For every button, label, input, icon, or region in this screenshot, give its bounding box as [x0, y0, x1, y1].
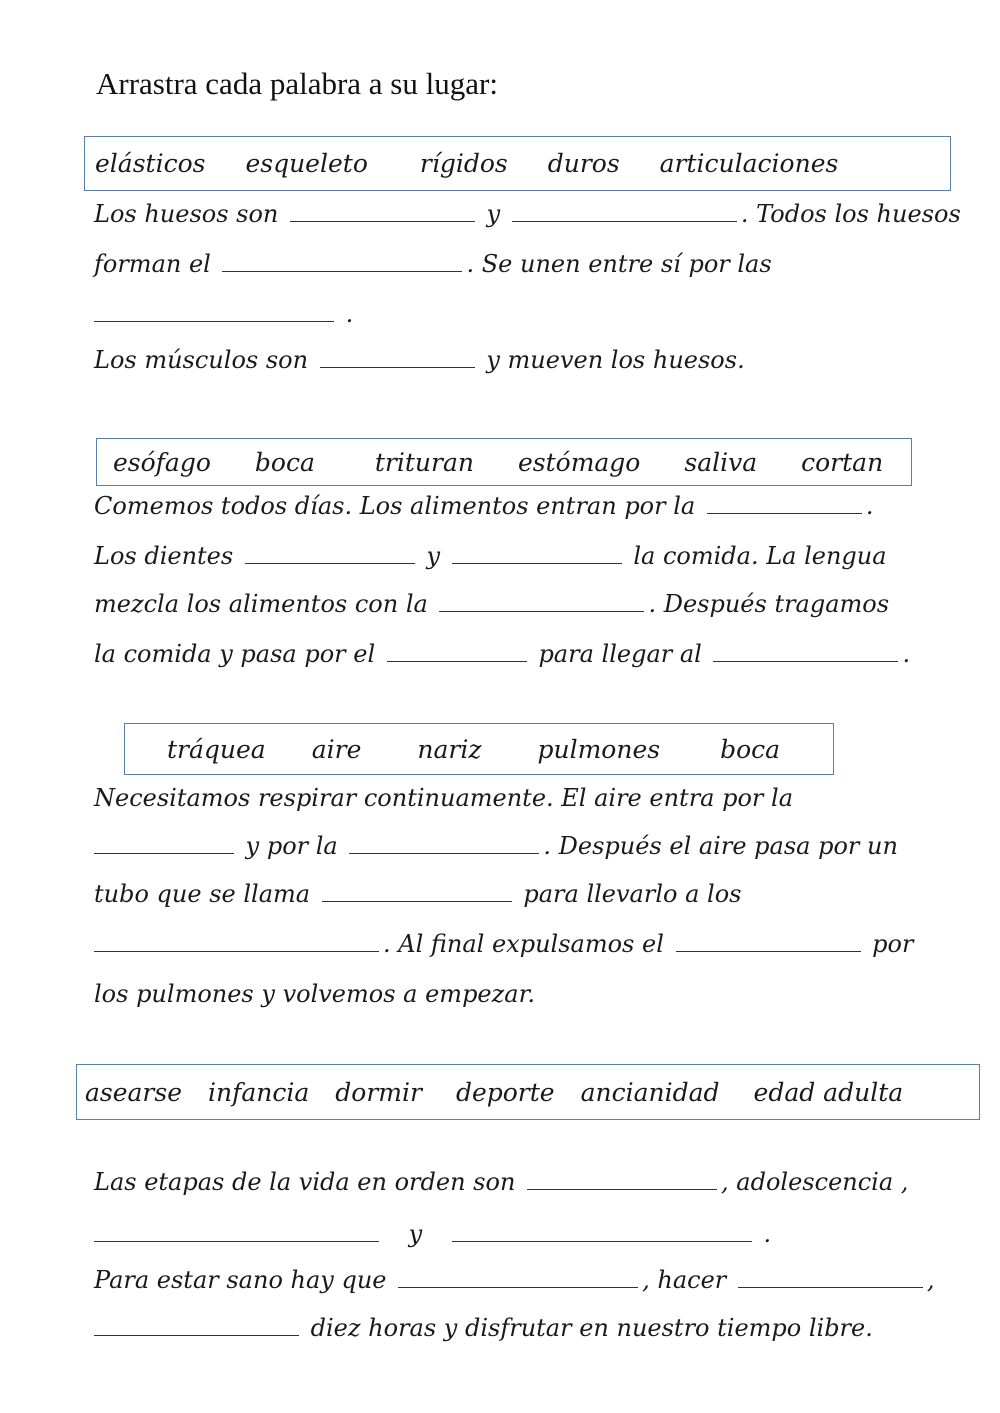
drop-blank[interactable]	[452, 543, 622, 564]
drop-blank[interactable]	[94, 833, 234, 854]
drop-blank[interactable]	[738, 1267, 923, 1288]
drop-blank[interactable]	[452, 1221, 752, 1242]
sentence-text: forman el	[94, 250, 211, 278]
sentence-line	[94, 200, 961, 228]
sentence-text: Las etapas de la vida en orden son	[94, 1168, 516, 1196]
drop-blank[interactable]	[349, 833, 539, 854]
sentence-text: Los huesos son	[94, 200, 279, 228]
draggable-word[interactable]: trituran	[374, 447, 474, 477]
sentence-line	[94, 784, 793, 812]
drop-blank[interactable]	[322, 881, 512, 902]
sentence-line	[94, 590, 889, 618]
drop-blank[interactable]	[94, 1221, 379, 1242]
drop-blank[interactable]	[439, 591, 644, 612]
drop-blank[interactable]	[527, 1169, 717, 1190]
sentence-line	[94, 1220, 771, 1248]
sentence-text: Comemos todos días. Los alimentos entran por la	[94, 492, 696, 520]
sentence-text: . Todos los huesos	[740, 200, 961, 228]
sentence-text: los pulmones y volvemos a empezar.	[94, 980, 536, 1008]
drop-blank[interactable]	[94, 931, 379, 952]
sentence-text: tubo que se llama	[94, 880, 311, 908]
word-bank-3	[124, 723, 834, 775]
draggable-word[interactable]: dormir	[335, 1077, 422, 1107]
sentence-line	[94, 980, 535, 1008]
sentence-text: y	[408, 1220, 423, 1248]
draggable-word[interactable]: duros	[547, 149, 620, 178]
sentence-line	[94, 832, 898, 860]
draggable-word[interactable]: edad adulta	[753, 1077, 904, 1107]
word-bank-2	[96, 438, 912, 486]
sentence-text: para llevarlo a los	[523, 880, 742, 908]
sentence-line	[94, 492, 874, 520]
sentence-text: por	[872, 930, 914, 958]
draggable-word[interactable]: asearse	[85, 1077, 183, 1107]
sentence-text: y por la	[245, 832, 338, 860]
draggable-word[interactable]: infancia	[208, 1077, 310, 1107]
sentence-line	[94, 1266, 935, 1294]
sentence-line	[94, 1314, 873, 1342]
sentence-text: . Al final expulsamos el	[383, 930, 664, 958]
sentence-text: Los dientes	[94, 542, 234, 570]
drop-blank[interactable]	[94, 1315, 299, 1336]
drop-blank[interactable]	[387, 641, 527, 662]
sentence-text: Los músculos son	[94, 346, 309, 374]
draggable-word[interactable]: rígidos	[419, 149, 508, 178]
sentence-text: diez horas y disfrutar en nuestro tiempo libre.	[310, 1314, 873, 1342]
draggable-word[interactable]: aire	[311, 734, 362, 764]
drop-blank[interactable]	[707, 493, 862, 514]
sentence-text: ,	[926, 1266, 935, 1294]
drop-blank[interactable]	[245, 543, 415, 564]
draggable-word[interactable]: estómago	[517, 447, 641, 477]
page-title: Arrastra cada palabra a su lugar:	[96, 66, 498, 101]
sentence-line	[94, 346, 745, 374]
draggable-word[interactable]: boca	[254, 447, 315, 477]
word-bank-4	[76, 1064, 980, 1120]
drop-blank[interactable]	[94, 301, 334, 322]
sentence-line	[94, 250, 772, 278]
draggable-word[interactable]: esqueleto	[245, 149, 368, 178]
drop-blank[interactable]	[290, 201, 475, 222]
sentence-line	[94, 640, 910, 668]
drop-blank[interactable]	[398, 1267, 638, 1288]
draggable-word[interactable]: boca	[720, 734, 781, 764]
sentence-text: mezcla los alimentos con la	[94, 590, 428, 618]
drop-blank[interactable]	[320, 347, 475, 368]
sentence-text: Para estar sano hay que	[94, 1266, 387, 1294]
sentence-text: para llegar al	[538, 640, 702, 668]
draggable-word[interactable]: tráquea	[167, 734, 266, 764]
sentence-text: .	[763, 1220, 772, 1248]
sentence-text: Necesitamos respirar continuamente. El aire entra por la	[94, 784, 793, 812]
sentence-text: .	[902, 640, 911, 668]
sentence-text: . Después tragamos	[648, 590, 890, 618]
sentence-line	[94, 300, 353, 328]
sentence-text: , hacer	[642, 1266, 727, 1294]
sentence-text: la comida. La lengua	[633, 542, 887, 570]
sentence-text: y	[486, 200, 501, 228]
draggable-word[interactable]: nariz	[417, 734, 482, 764]
sentence-line	[94, 542, 887, 570]
drop-blank[interactable]	[713, 641, 898, 662]
draggable-word[interactable]: saliva	[684, 447, 758, 477]
draggable-word[interactable]: esófago	[113, 447, 211, 477]
draggable-word[interactable]: deporte	[455, 1077, 555, 1107]
sentence-text: y	[426, 542, 441, 570]
draggable-word[interactable]: ancianidad	[580, 1077, 720, 1107]
sentence-text: y mueven los huesos.	[486, 346, 745, 374]
drop-blank[interactable]	[676, 931, 861, 952]
sentence-text: .	[345, 300, 354, 328]
draggable-word[interactable]: articulaciones	[659, 149, 839, 178]
sentence-line	[94, 930, 913, 958]
draggable-word[interactable]: pulmones	[537, 734, 661, 764]
draggable-word[interactable]: cortan	[801, 447, 884, 477]
sentence-line	[94, 1168, 908, 1196]
drop-blank[interactable]	[512, 201, 737, 222]
draggable-word[interactable]: elásticos	[95, 149, 206, 178]
sentence-text: la comida y pasa por el	[94, 640, 376, 668]
sentence-text: .	[865, 492, 874, 520]
sentence-text: . Se unen entre sí por las	[466, 250, 772, 278]
sentence-text: . Después el aire pasa por un	[543, 832, 898, 860]
word-bank-1	[84, 136, 951, 191]
sentence-line	[94, 880, 741, 908]
sentence-text: , adolescencia ,	[721, 1168, 909, 1196]
drop-blank[interactable]	[222, 251, 462, 272]
